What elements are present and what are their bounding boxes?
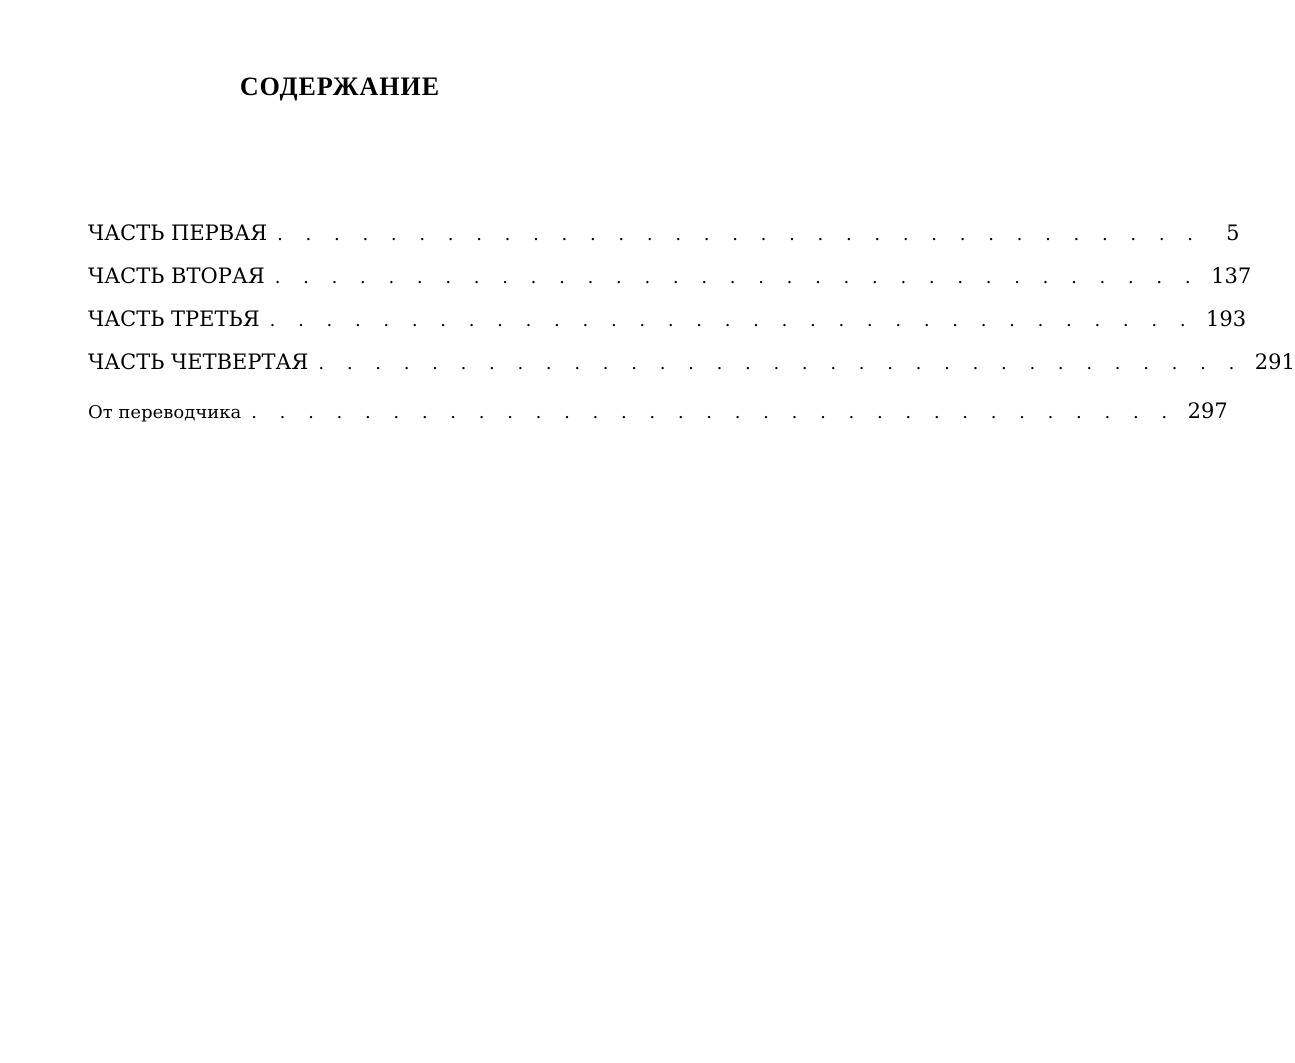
toc-entry-label: ЧАСТЬ ТРЕТЬЯ	[88, 307, 260, 331]
toc-entry-page: 193	[1206, 307, 1247, 331]
dot-leader: . . . . . . . . . . . . . . . . . . . . . . . . . . . . . . . . .	[318, 353, 1243, 374]
toc-entry-part-four	[88, 341, 1295, 384]
dot-leader: . . . . . . . . . . . . . . . . . . . . . . . . . . . . . . . . .	[274, 267, 1200, 288]
table-of-contents	[88, 212, 1295, 433]
toc-entry-part-one	[88, 212, 1240, 255]
toc-entry-label: От переводчика	[88, 402, 242, 423]
page-title: СОДЕРЖАНИЕ	[239, 72, 441, 101]
toc-entry-part-three	[88, 298, 1247, 341]
toc-entry-translator-note	[88, 390, 1228, 433]
dot-leader: . . . . . . . . . . . . . . . . . . . . . . . . . . . . . . . . .	[269, 310, 1195, 331]
toc-entry-label: ЧАСТЬ ПЕРВАЯ	[88, 221, 268, 245]
toc-entry-page: 297	[1187, 399, 1228, 423]
toc-entry-page: 137	[1211, 264, 1252, 288]
toc-entry-page: 5	[1226, 221, 1240, 245]
dot-leader: . . . . . . . . . . . . . . . . . . . . . . . . . . . . . . . . .	[277, 224, 1202, 245]
toc-entry-part-two	[88, 255, 1252, 298]
dot-leader: . . . . . . . . . . . . . . . . . . . . . . . . . . . . . . . . .	[251, 402, 1176, 423]
toc-entry-label: ЧАСТЬ ВТОРАЯ	[88, 264, 265, 288]
toc-entry-page: 291	[1254, 350, 1295, 374]
toc-entry-label: ЧАСТЬ ЧЕТВЕРТАЯ	[88, 350, 309, 374]
